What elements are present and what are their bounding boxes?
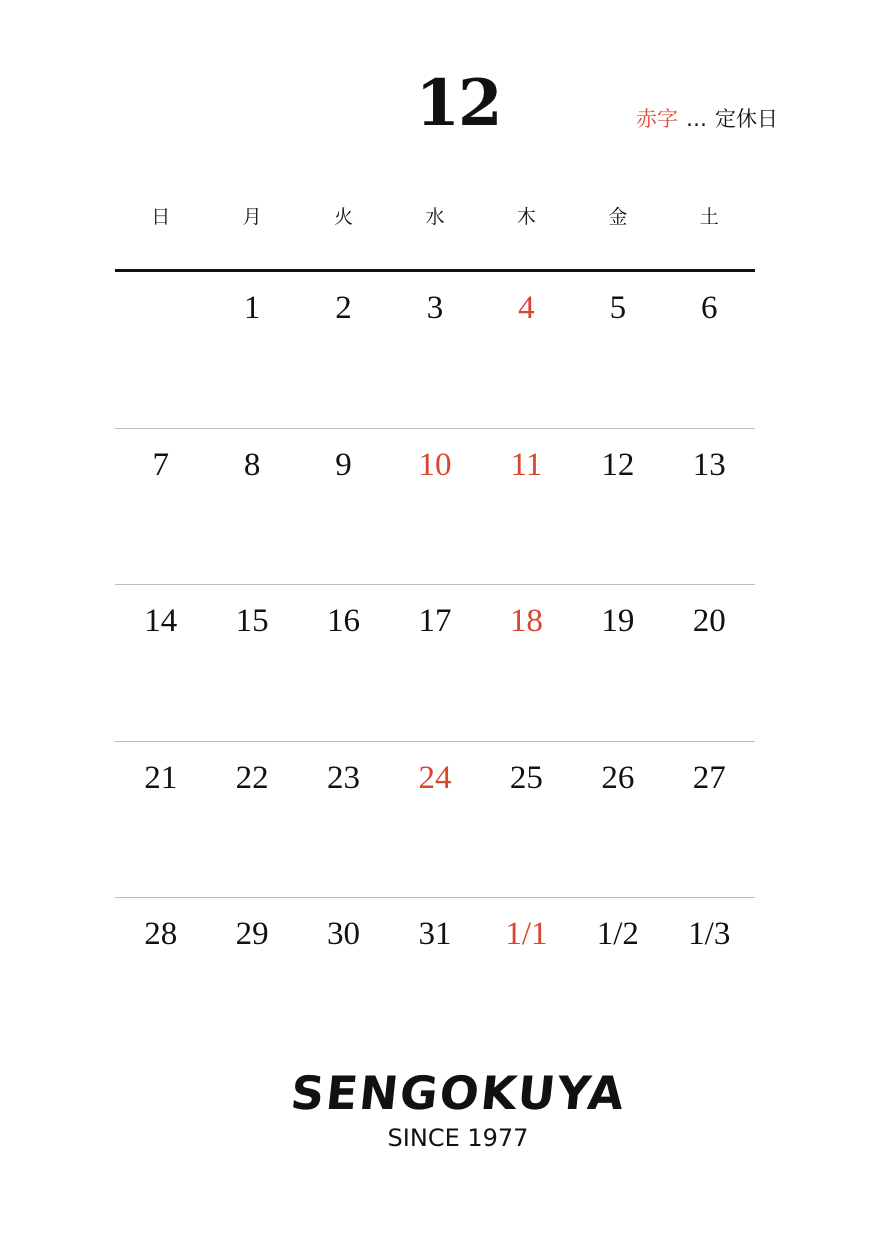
day-cell-closed: 1/1 [505,916,548,952]
day-cell: 28 [144,916,178,952]
day-cell: 3 [426,290,444,326]
day-cell: 22 [235,759,269,796]
week-row [115,272,755,429]
day-cell: 26 [601,759,635,796]
brand-name: SENGOKUYA [287,1066,629,1120]
week-row [115,898,755,1055]
day-cell: 5 [609,290,627,326]
week-row [115,585,755,742]
day-cell-closed: 18 [509,603,543,639]
weekday-sat: 土 [699,206,719,228]
day-cell-closed: 4 [518,290,535,326]
day-cell: 6 [700,290,718,326]
day-cell: 17 [418,603,452,639]
legend-meaning: 定休日 [715,107,778,131]
calendar-grid [115,272,755,1055]
day-cell: 9 [335,446,352,483]
day-cell: 30 [327,916,361,952]
weekday-tue: 火 [334,206,354,228]
day-cell: 12 [601,446,635,483]
legend [636,109,778,130]
day-cell: 1/3 [688,916,731,952]
day-cell: 2 [335,290,352,326]
weekday-wed: 水 [425,206,445,228]
day-cell: 29 [235,916,269,952]
brand-logo [0,1066,884,1152]
day-cell: 31 [418,916,452,952]
day-cell: 19 [601,603,635,639]
day-cell [115,272,206,428]
weekday-mon: 月 [242,206,262,228]
day-cell: 14 [144,603,178,639]
day-cell: 23 [327,759,361,796]
day-cell: 20 [692,603,726,639]
day-cell-closed: 11 [510,446,543,483]
day-cell: 8 [243,446,261,483]
day-cell-closed: 24 [418,759,452,796]
day-cell-closed: 10 [418,446,452,483]
day-cell: 27 [692,759,726,796]
month-number: 12 [415,66,501,141]
day-cell: 7 [152,446,169,483]
legend-red-label: 赤字 [636,107,678,131]
day-cell: 16 [327,603,361,639]
weekday-fri: 金 [608,206,628,228]
legend-separator: … [686,107,707,131]
weekday-sun: 日 [151,206,171,228]
day-cell: 15 [235,603,269,639]
day-cell: 13 [692,446,726,483]
week-row [115,429,755,586]
day-cell: 21 [144,759,178,796]
day-cell: 1 [243,290,261,326]
brand-since: SINCE 1977 [387,1124,529,1152]
week-row [115,742,755,899]
weekday-header [115,208,755,227]
day-cell: 25 [509,759,543,796]
weekday-thu: 木 [516,206,536,228]
day-cell: 1/2 [596,916,639,952]
